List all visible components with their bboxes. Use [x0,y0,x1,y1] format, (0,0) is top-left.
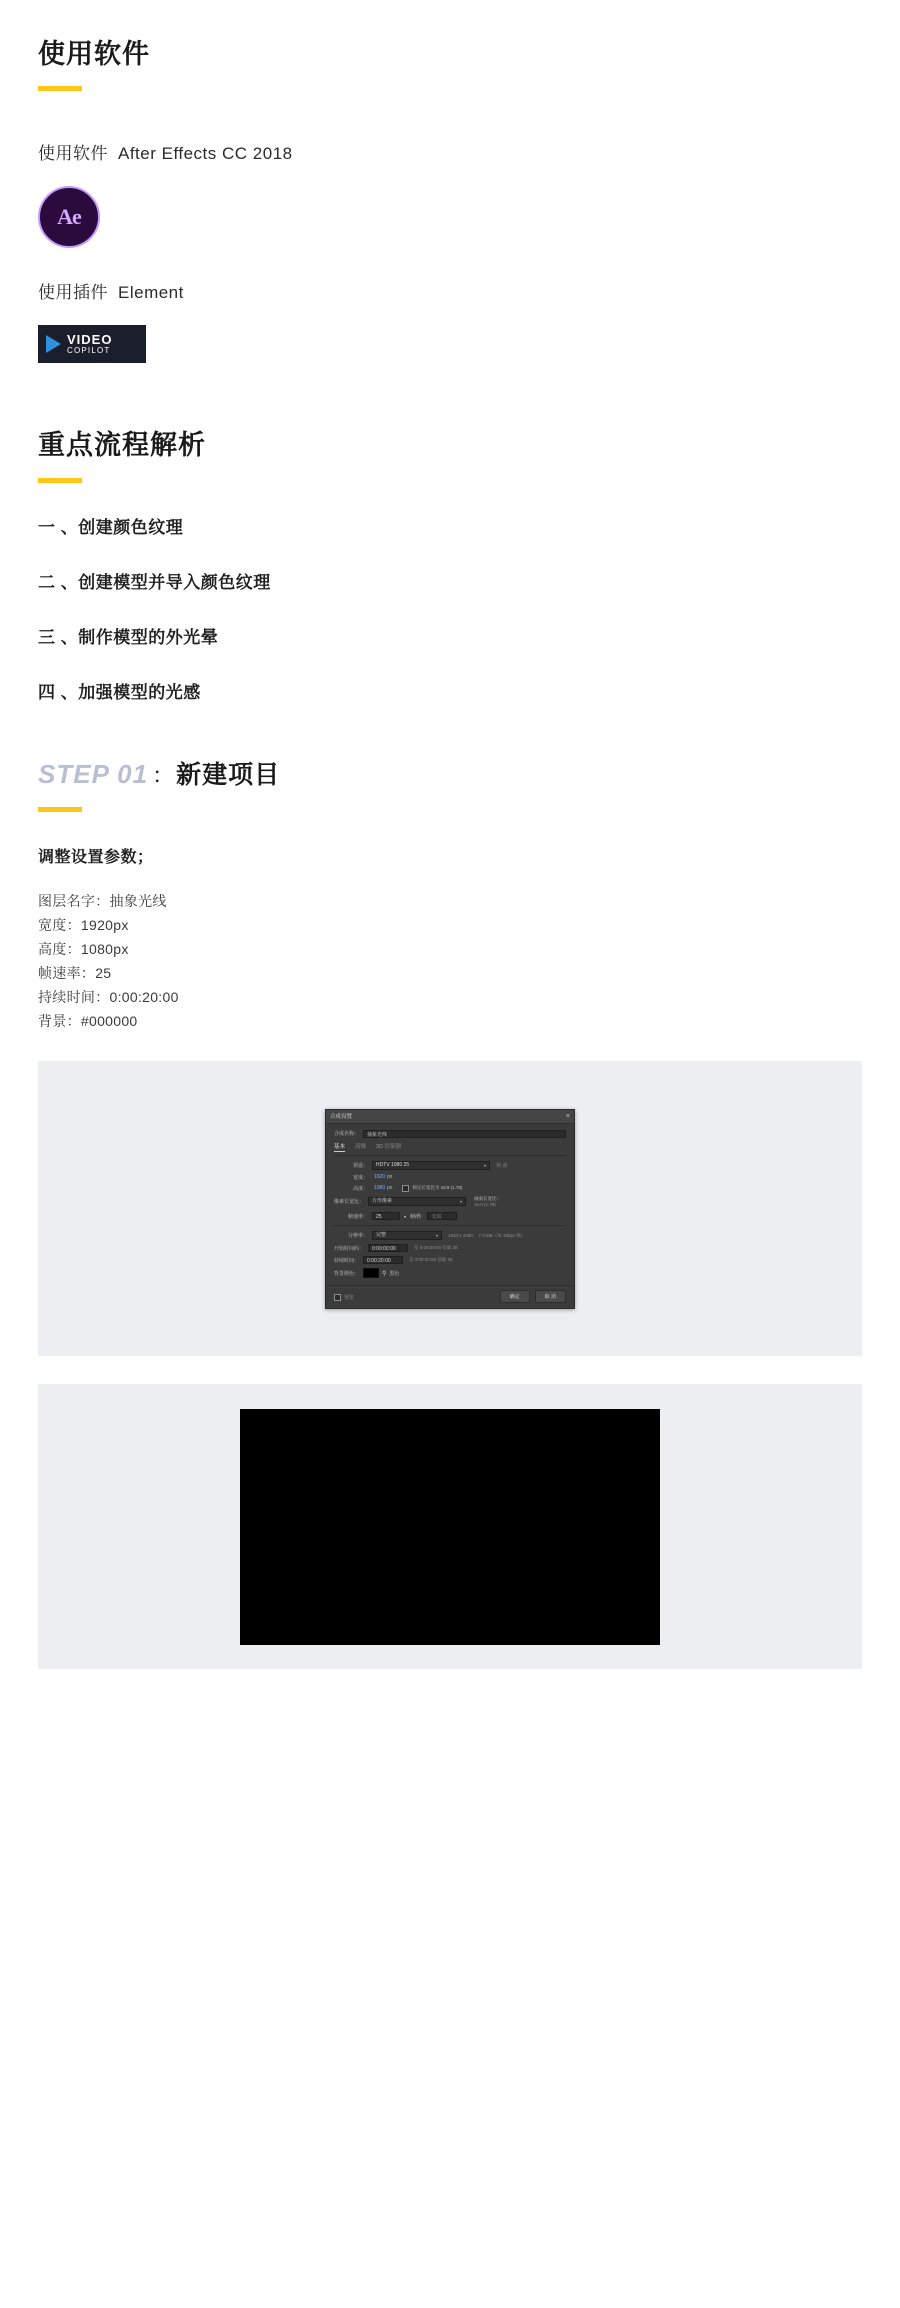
lock-aspect-label: 锁定长宽比为 16:9 (1.78) [412,1185,463,1190]
tab-advanced[interactable]: 高级 [355,1143,367,1150]
close-icon[interactable]: × [565,1112,570,1120]
list-item: 二 、创建模型并导入颜色纹理 [38,572,271,592]
param-row [38,985,862,1009]
param-key: 持续时间： [38,989,110,1006]
resolution-value: 完整 [376,1232,387,1238]
vc-logo-line2: COPILOT [67,346,111,356]
duration-label: 持续时间： [334,1257,360,1264]
start-tc-label: 开始时间码： [334,1245,365,1252]
software-section [38,0,862,363]
start-timecode-row [334,1244,566,1252]
comp-name-input[interactable]: 抽象光线 [363,1130,566,1138]
step01-section [38,755,862,1033]
divider [334,1225,566,1226]
duration-note: 是 0:00:20:00 基础 25 [409,1257,453,1262]
heading-underline [38,86,82,91]
background-color-row [334,1268,566,1278]
width-row [334,1174,566,1181]
param-value: 25 [95,965,112,982]
param-row [38,889,862,913]
bg-color-swatch[interactable] [363,1268,379,1278]
pixel-aspect-value: 方形像素 [372,1198,393,1205]
param-value: 0:00:20:00 [109,989,179,1006]
bg-label: 背景颜色： [334,1270,360,1277]
section-heading-software: 使用软件 [38,39,150,69]
chevron-down-icon[interactable]: ▾ [404,1213,407,1219]
pixel-aspect-row [334,1196,566,1209]
param-value: 抽象光线 [109,892,167,909]
chevron-down-icon: ▾ [435,1233,438,1238]
param-value: #000000 [80,1013,138,1030]
param-key: 高度： [38,940,81,957]
screenshot-card-composition-settings [38,1061,862,1356]
eyedropper-icon[interactable]: ⚲ [382,1270,387,1277]
chevron-down-icon: ▾ [483,1162,486,1168]
ae-logo [38,186,862,248]
resolution-label: 分辨率： [347,1233,368,1239]
step-tag: STEP 01 [38,758,149,789]
pixel-aspect-label: 像素长宽比： [334,1199,365,1206]
frame-rate-row [334,1212,566,1220]
preview-label: 预览 [344,1294,355,1301]
ae-logo-text: Ae [57,204,81,230]
param-row [38,1009,862,1033]
param-key: 背景： [38,1013,81,1030]
screenshot-card-preview [38,1384,862,1669]
param-value: 1080px [80,940,129,957]
black-composition-preview [240,1409,660,1645]
list-item: 四 、加强模型的光感 [38,682,201,702]
list-item: 一 、创建颜色纹理 [38,517,184,537]
param-value: 1920px [80,916,129,933]
pixel-aspect-select[interactable] [368,1197,466,1206]
cancel-button[interactable]: 取 消 [535,1290,566,1303]
preset-label: 预设： [352,1162,368,1169]
frame-aspect-label: 画面长宽比： [474,1195,502,1201]
height-label: 高度： [352,1185,368,1192]
frame-rate-input[interactable]: 25 [372,1212,400,1220]
start-tc-input[interactable]: 0:00:00:00 [368,1244,408,1252]
vc-badge [38,325,146,363]
preset-row [334,1161,566,1170]
plugin-line [38,278,862,303]
param-key: 图层名字： [38,892,110,909]
play-triangle-icon [46,335,61,353]
section-heading-process: 重点流程解析 [38,430,206,461]
dialog-tabs [334,1142,566,1156]
lock-aspect-checkbox[interactable] [402,1185,409,1192]
step-colon: ： [152,762,175,788]
preset-extra: 预 备 [496,1162,508,1169]
resolution-row [334,1231,566,1240]
height-input[interactable]: 1080 [374,1185,386,1191]
preset-select[interactable] [372,1161,490,1170]
preview-checkbox[interactable] [334,1294,341,1301]
comp-name-label: 合成名称： [334,1131,360,1137]
dialog-titlebar [326,1110,574,1124]
duration-row [334,1256,566,1264]
software-label: 使用软件 [38,144,108,164]
frame-aspect-value: 16:9 (1.78) [474,1201,496,1207]
plugin-value: Element [118,283,184,303]
start-tc-note: 是 0:00:00:00 基础 25 [414,1245,458,1250]
param-row [38,937,862,961]
preset-value: HDTV 1080 25 [376,1161,410,1168]
param-key: 宽度： [38,916,81,933]
video-copilot-logo [38,325,862,363]
step01-subtitle: 调整设置参数； [38,848,154,866]
chevron-down-icon: ▾ [460,1199,463,1205]
width-label: 宽度： [352,1174,368,1181]
tab-basic[interactable]: 基本 [334,1143,346,1150]
heading-underline [38,478,82,483]
param-row [38,913,862,937]
width-input[interactable]: 1920 [374,1174,386,1180]
dialog-footer [326,1286,574,1308]
plugin-label: 使用插件 [38,283,108,303]
step-title: 新建项目 [176,760,281,789]
param-row [38,961,862,985]
frame-rate-unit: 帧/秒 [410,1213,422,1220]
list-item: 三 、制作模型的外光晕 [38,627,219,647]
param-key: 帧速率： [38,965,96,982]
software-value: After Effects CC 2018 [118,144,293,164]
ae-badge-icon [38,186,100,248]
composition-settings-dialog [325,1109,575,1310]
dialog-title: 合成设置 [330,1114,353,1120]
step01-title-row [38,755,862,791]
duration-input[interactable]: 0:00:20:00 [363,1256,403,1264]
parameter-list [38,889,862,1033]
comp-name-row [334,1130,566,1138]
resolution-select[interactable] [372,1231,442,1240]
tab-3d-renderer[interactable]: 3D 渲染器 [376,1143,402,1150]
height-row [334,1185,566,1192]
software-line [38,139,862,164]
process-section [38,429,862,702]
ok-button[interactable]: 确定 [500,1290,530,1303]
frame-rate-label: 帧速率： [347,1213,368,1220]
height-unit: px [387,1185,393,1191]
resolution-note: 1920 x 1080 ，7.9 MB（每 32bpc 帧） [448,1232,526,1238]
width-unit: px [387,1174,393,1180]
bg-value: 黑色 [389,1270,400,1277]
heading-underline [38,807,82,812]
drop-frame-select[interactable]: 无需 [427,1212,457,1220]
vc-logo-line1: VIDEO [67,332,113,348]
